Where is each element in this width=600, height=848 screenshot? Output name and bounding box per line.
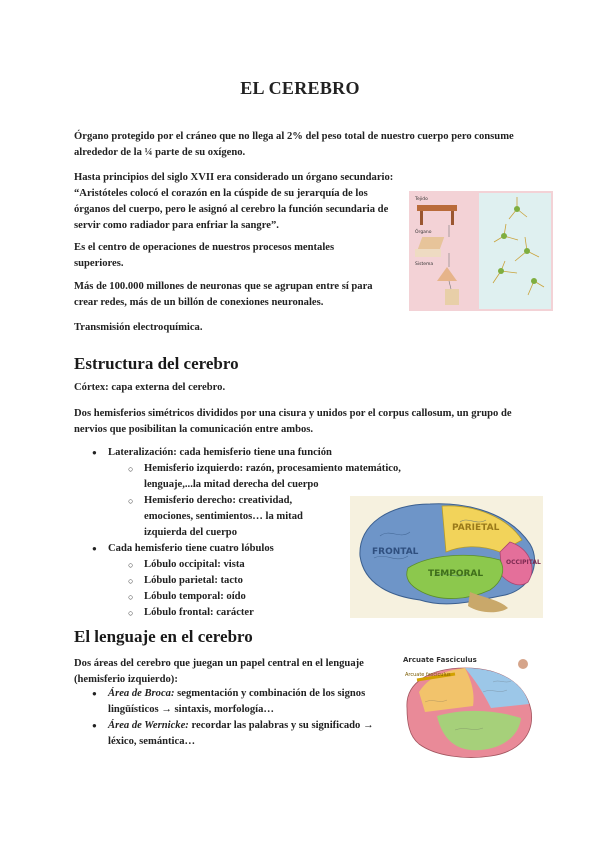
lobe-label-frontal: FRONTAL	[372, 547, 419, 557]
broca-label: Área de Broca:	[108, 688, 175, 699]
fig1-label-2: Sistema	[415, 262, 434, 267]
intro-paragraph-1: Órgano protegido por el cráneo que no llega al 2% del peso total de nuestro cuerpo pero consume alrededor de la ¼ parte de su oxígeno.	[74, 131, 514, 158]
list-subitem-left-hemisphere	[128, 461, 434, 493]
intro-paragraph-2a: Hasta principios del siglo XVII era considerado un órgano secundario:	[74, 172, 394, 183]
lobes-text: Cada hemisferio tiene cuatro lóbulos	[108, 543, 274, 554]
lobe-temporal: Lóbulo temporal: oído	[144, 591, 246, 602]
lobe-label-temporal: TEMPORAL	[428, 569, 484, 579]
lobe-parietal: Lóbulo parietal: tacto	[144, 575, 243, 586]
language-list	[92, 686, 392, 750]
lobe-occipital: Lóbulo occipital: vista	[144, 559, 245, 570]
fig3-title: Arcuate Fasciculus	[403, 656, 477, 664]
section-heading-language: El lenguaje en el cerebro	[74, 627, 253, 646]
lobe-label-parietal: PARIETAL	[452, 523, 500, 533]
list-subitem-right-hemisphere	[128, 493, 309, 541]
brain-lobes-svg	[350, 496, 543, 618]
wernicke-text: recordar las palabras y su significado → léxico, semántica…	[108, 720, 374, 747]
wernicke-label: Área de Wernicke:	[108, 720, 189, 731]
fig1-label-1: Órgano	[415, 230, 432, 235]
levels-figure-svg	[409, 191, 553, 311]
list-item-broca	[92, 686, 392, 718]
lobe-label-occipital: OCCIPITAL	[506, 559, 541, 566]
levels-of-organization-figure	[409, 191, 553, 311]
left-hemisphere-text: Hemisferio izquierdo: razón, procesamiento matemático, lenguaje,...la mitad derecha del cuerpo	[144, 463, 401, 490]
right-hemisphere-text: Hemisferio derecho: creatividad, emociones, sentimientos… la mitad izquierda del cuerpo	[144, 495, 303, 538]
list-item-wernicke	[92, 718, 392, 750]
fig3-label-arcuate: Arcuate fasciculus	[405, 672, 451, 678]
intro-paragraph-3: Es el centro de operaciones de nuestros procesos mentales superiores.	[74, 242, 335, 269]
intro-paragraph-4: Más de 100.000 millones de neuronas que se agrupan entre sí para crear redes, más de un billón de conexiones neuronales.	[74, 281, 373, 308]
language-paragraph-1: Dos áreas del cerebro que juegan un papel central en el lenguaje (hemisferio izquierdo):	[74, 658, 364, 685]
intro-paragraph-5: Transmisión electroquímica.	[74, 322, 203, 333]
broca-text: segmentación y combinación de los signos lingüísticos → sintaxis, morfología…	[108, 688, 366, 715]
structure-paragraph-1: Córtex: capa externa del cerebro.	[74, 382, 226, 393]
lateralization-text: Lateralización: cada hemisferio tiene una función	[108, 447, 332, 458]
section-heading-structure: Estructura del cerebro	[74, 354, 239, 373]
page-title: EL CEREBRO	[240, 78, 360, 98]
structure-paragraph-2: Dos hemisferios simétricos divididos por una cisura y unidos por el corpus callosum, un grupo de nervios que posibilitan la comunicación entre ambos.	[74, 408, 512, 435]
language-areas-figure	[395, 652, 545, 764]
fig1-label-0: Tejido	[415, 197, 428, 202]
lobe-frontal: Lóbulo frontal: carácter	[144, 607, 254, 618]
intro-paragraph-2b: “Aristóteles colocó el corazón en la cúspide de su jerarquía de los órganos del cuerpo, pero le asignó al cerebro la función secundaria de servir como radiador para enfriar la sangre”.	[74, 188, 389, 231]
brain-lobes-figure	[350, 496, 543, 618]
language-areas-svg	[395, 652, 545, 764]
